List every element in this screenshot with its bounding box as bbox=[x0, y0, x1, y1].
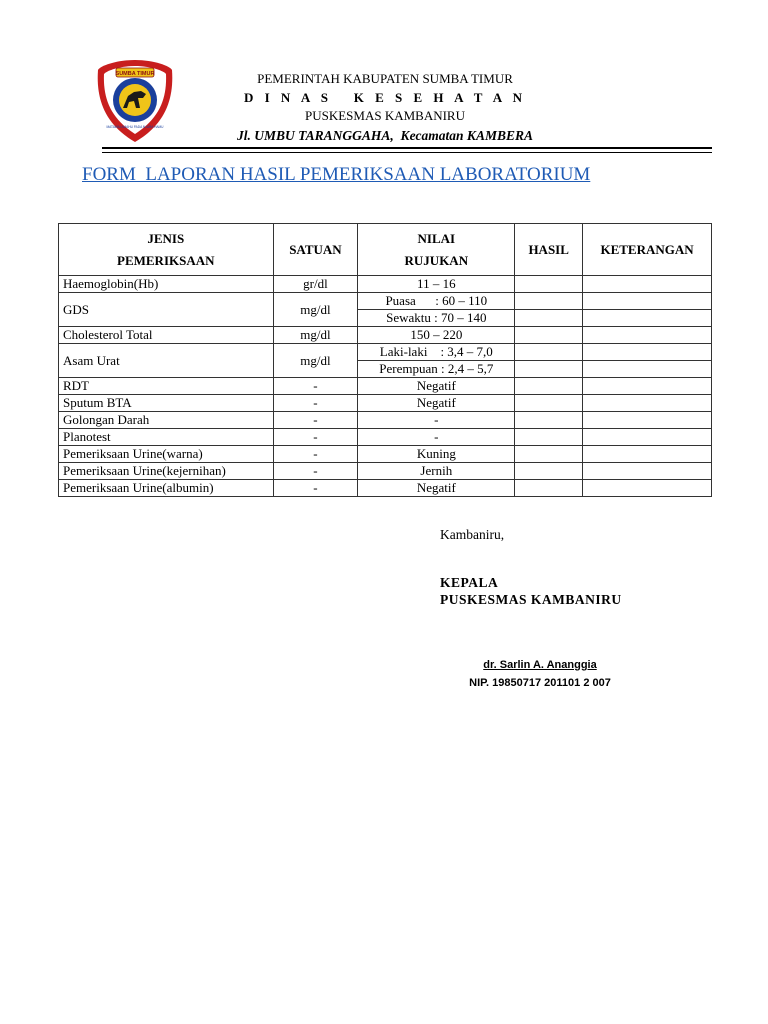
remarks-cell[interactable] bbox=[583, 293, 712, 310]
remarks-cell[interactable] bbox=[583, 378, 712, 395]
test-reference: - bbox=[358, 412, 515, 429]
test-unit: - bbox=[273, 429, 358, 446]
test-reference: Negatif bbox=[358, 395, 515, 412]
remarks-cell[interactable] bbox=[583, 480, 712, 497]
remarks-cell[interactable] bbox=[583, 361, 712, 378]
remarks-cell[interactable] bbox=[583, 276, 712, 293]
test-name: Sputum BTA bbox=[59, 395, 274, 412]
test-unit: - bbox=[273, 480, 358, 497]
test-reference: Puasa : 60 – 110 bbox=[358, 293, 515, 310]
test-reference: Jernih bbox=[358, 463, 515, 480]
test-name: Asam Urat bbox=[59, 344, 274, 378]
test-unit: - bbox=[273, 395, 358, 412]
remarks-cell[interactable] bbox=[583, 446, 712, 463]
remarks-cell[interactable] bbox=[583, 310, 712, 327]
test-unit: - bbox=[273, 378, 358, 395]
header-divider-thick bbox=[102, 147, 712, 149]
remarks-cell[interactable] bbox=[583, 429, 712, 446]
result-cell[interactable] bbox=[515, 310, 583, 327]
result-cell[interactable] bbox=[515, 378, 583, 395]
header-divider-thin bbox=[102, 152, 712, 153]
test-reference: Negatif bbox=[358, 480, 515, 497]
form-title: FORM LAPORAN HASIL PEMERIKSAAN LABORATORIUM bbox=[82, 164, 591, 185]
header-keterangan: KETERANGAN bbox=[583, 224, 712, 276]
test-name: Haemoglobin(Hb) bbox=[59, 276, 274, 293]
test-reference: Perempuan : 2,4 – 5,7 bbox=[358, 361, 515, 378]
test-name: Planotest bbox=[59, 429, 274, 446]
table-row bbox=[59, 344, 712, 361]
result-cell[interactable] bbox=[515, 412, 583, 429]
table-row bbox=[59, 327, 712, 344]
table-row bbox=[59, 480, 712, 497]
test-reference: Sewaktu : 70 – 140 bbox=[358, 310, 515, 327]
table-row bbox=[59, 395, 712, 412]
signature-role-institution: PUSKESMAS KAMBANIRU bbox=[440, 592, 622, 607]
header-jenis-pemeriksaan: JENIS PEMERIKSAAN bbox=[59, 224, 274, 276]
result-cell[interactable] bbox=[515, 480, 583, 497]
test-reference: - bbox=[358, 429, 515, 446]
test-unit: mg/dl bbox=[273, 327, 358, 344]
test-reference: Negatif bbox=[358, 378, 515, 395]
header-government: PEMERINTAH KABUPATEN SUMBA TIMUR bbox=[257, 71, 513, 86]
remarks-cell[interactable] bbox=[583, 412, 712, 429]
table-header-row bbox=[59, 224, 712, 276]
remarks-cell[interactable] bbox=[583, 344, 712, 361]
test-unit: gr/dl bbox=[273, 276, 358, 293]
remarks-cell[interactable] bbox=[583, 395, 712, 412]
result-cell[interactable] bbox=[515, 429, 583, 446]
table-row bbox=[59, 463, 712, 480]
header-satuan: SATUAN bbox=[273, 224, 358, 276]
test-unit: - bbox=[273, 446, 358, 463]
result-cell[interactable] bbox=[515, 276, 583, 293]
header-hasil: HASIL bbox=[515, 224, 583, 276]
header-nilai-rujukan: NILAI RUJUKAN bbox=[358, 224, 515, 276]
emblem-ring-text: MATAWAI AMAHU PADA NJARA HAMU bbox=[106, 125, 164, 129]
signatory-name: dr. Sarlin A. Ananggia bbox=[483, 659, 597, 671]
test-unit: - bbox=[273, 463, 358, 480]
result-cell[interactable] bbox=[515, 395, 583, 412]
test-name: Golongan Darah bbox=[59, 412, 274, 429]
signatory-nip: NIP. 19850717 201101 2 007 bbox=[469, 677, 611, 689]
test-unit: mg/dl bbox=[273, 344, 358, 378]
table-row bbox=[59, 378, 712, 395]
remarks-cell[interactable] bbox=[583, 463, 712, 480]
header-address: Jl. UMBU TARANGGAHA, Kecamatan KAMBERA bbox=[237, 128, 533, 143]
test-name: Pemeriksaan Urine(warna) bbox=[59, 446, 274, 463]
test-reference: Laki-laki : 3,4 – 7,0 bbox=[358, 344, 515, 361]
signature-role-title: KEPALA bbox=[440, 575, 499, 590]
result-cell[interactable] bbox=[515, 463, 583, 480]
header-department: D I N A S K E S E H A T A N bbox=[243, 90, 527, 105]
remarks-cell[interactable] bbox=[583, 327, 712, 344]
test-name: GDS bbox=[59, 293, 274, 327]
emblem-banner-text: SUMBA TIMUR bbox=[115, 71, 155, 77]
table-row bbox=[59, 276, 712, 293]
test-name: Cholesterol Total bbox=[59, 327, 274, 344]
result-cell[interactable] bbox=[515, 293, 583, 310]
test-name: RDT bbox=[59, 378, 274, 395]
sumba-timur-emblem-logo bbox=[96, 58, 174, 144]
test-unit: mg/dl bbox=[273, 293, 358, 327]
table-row bbox=[59, 412, 712, 429]
test-unit: - bbox=[273, 412, 358, 429]
lab-results-table bbox=[58, 223, 712, 497]
test-reference: Kuning bbox=[358, 446, 515, 463]
table-row bbox=[59, 293, 712, 310]
test-name: Pemeriksaan Urine(kejernihan) bbox=[59, 463, 274, 480]
result-cell[interactable] bbox=[515, 446, 583, 463]
header-puskesmas: PUSKESMAS KAMBANIRU bbox=[304, 108, 465, 123]
test-name: Pemeriksaan Urine(albumin) bbox=[59, 480, 274, 497]
result-cell[interactable] bbox=[515, 361, 583, 378]
test-reference: 11 – 16 bbox=[358, 276, 515, 293]
result-cell[interactable] bbox=[515, 344, 583, 361]
table-row bbox=[59, 446, 712, 463]
signature-place: Kambaniru, bbox=[440, 527, 505, 542]
result-cell[interactable] bbox=[515, 327, 583, 344]
test-reference: 150 – 220 bbox=[358, 327, 515, 344]
table-row bbox=[59, 429, 712, 446]
